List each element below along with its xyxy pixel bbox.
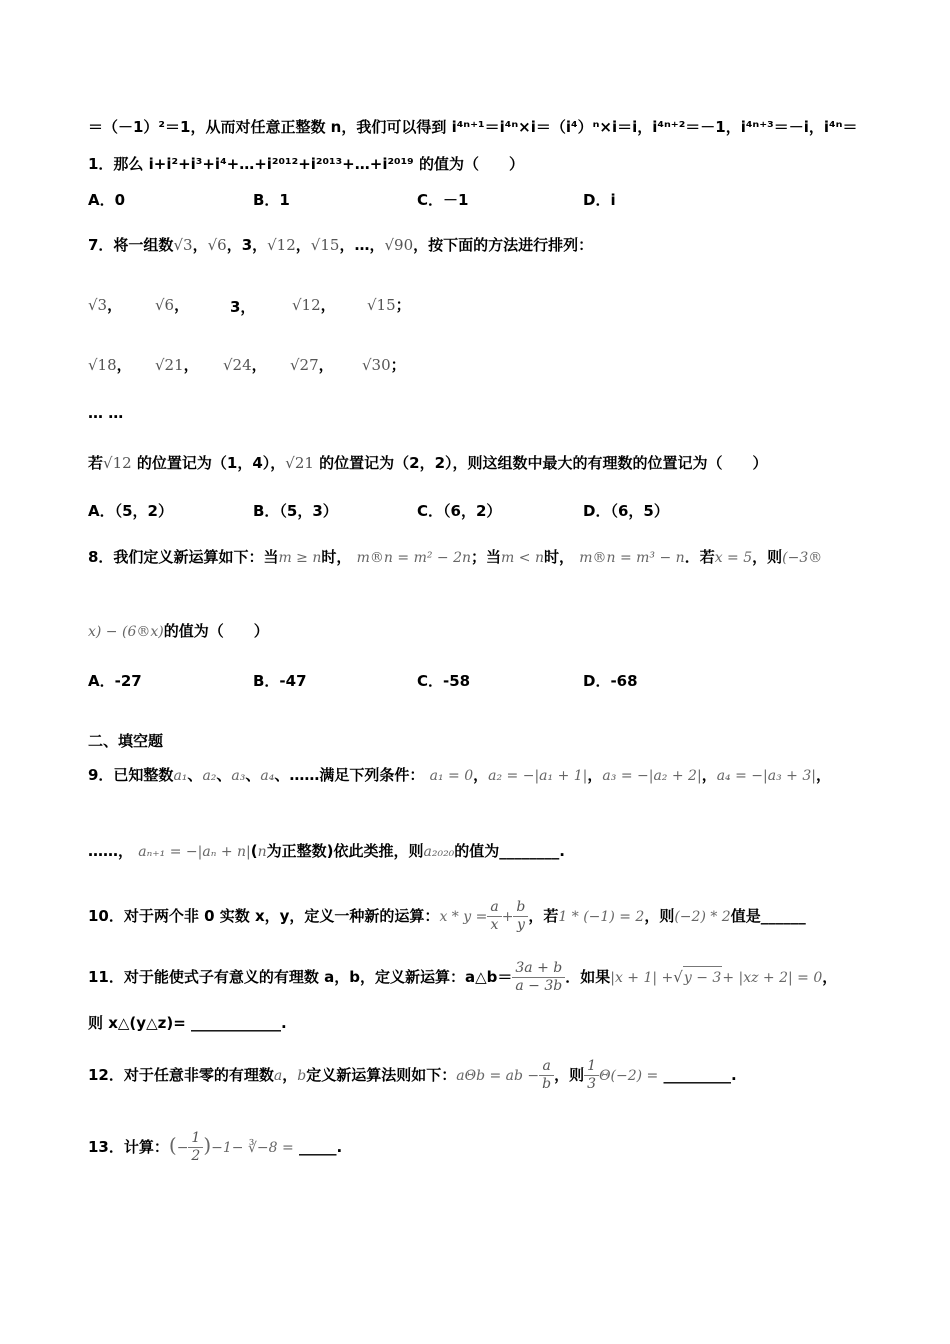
q8-option-a: A．-27 bbox=[88, 672, 142, 690]
q7-row1-item2: √6， bbox=[155, 296, 190, 314]
q7-row2-item4: √27， bbox=[290, 356, 334, 374]
q6-option-b: B．1 bbox=[253, 191, 290, 209]
sqrt-90: √90 bbox=[384, 236, 414, 254]
q7-row2-item2: √21， bbox=[155, 356, 199, 374]
q6-line2: 1．那么 i+i²+i³+i⁴+…+i²⁰¹²+i²⁰¹³+…+i²⁰¹⁹ 的值为（ ） bbox=[88, 155, 524, 173]
q8-option-b: B．-47 bbox=[253, 672, 307, 690]
q7-option-c: C．（6，2） bbox=[417, 502, 502, 520]
q7-ellipsis: … … bbox=[88, 404, 124, 422]
q7-row2-item3: √24， bbox=[223, 356, 267, 374]
q8-stem: 8．我们定义新运算如下：当m ≥ n时， m®n = m² − 2n；当m < n时， m®n = m³ − n．若x = 5，则(−3® bbox=[88, 548, 823, 566]
q7-row1-item3: 3， bbox=[230, 298, 256, 316]
q7-stem: 7．将一组数√3，√6，3，√12，√15，…，√90，按下面的方法进行排列： bbox=[88, 236, 594, 254]
sqrt-12-ref: √12 bbox=[103, 454, 132, 472]
section-title: 二、填空题 bbox=[88, 732, 164, 750]
sqrt-12: √12 bbox=[267, 236, 296, 254]
q7-row2-item1: √18， bbox=[88, 356, 132, 374]
q6-option-c: C．－1 bbox=[417, 191, 469, 209]
q7-option-a: A．（5，2） bbox=[88, 502, 173, 520]
q9-stem: 9．已知整数a₁、a₂、a₃、a₄、……满足下列条件： a₁ = 0，a₂ = −|a₁ + 1|，a₃ = −|a₂ + 2|，a₄ = −|a₃ + 3|， bbox=[88, 766, 831, 784]
sqrt-6: √6 bbox=[207, 236, 227, 254]
q6-option-a: A．0 bbox=[88, 191, 126, 209]
sqrt-3: √3 bbox=[173, 236, 193, 254]
q8-stem-cont: x) − (6®x)的值为（ ） bbox=[88, 622, 269, 640]
sqrt-15: √15 bbox=[310, 236, 340, 254]
q7-row1-item4: √12， bbox=[292, 296, 336, 314]
q8-option-d: D．-68 bbox=[583, 672, 638, 690]
q7-row2-item5: √30； bbox=[362, 356, 406, 374]
q8-option-c: C．-58 bbox=[417, 672, 471, 690]
sqrt-21-ref: √21 bbox=[285, 454, 314, 472]
q11-stem: 11．对于能使式子有意义的有理数 a，b，定义新运算：a△b＝ $\frac{3a + b}{a - 3b}$ ．如果|x + 1| +√y − 3+ |xz + 2| = 0， bbox=[88, 960, 838, 994]
q6-line1: ＝（－1）²＝1，从而对任意正整数 n，我们可以得到 i⁴ⁿ⁺¹＝i⁴ⁿ×i＝（i⁴）ⁿ×i＝i，i⁴ⁿ⁺²＝－1，i⁴ⁿ⁺³＝－i，i⁴ⁿ＝ bbox=[88, 118, 858, 136]
q7-row1-item1: √3， bbox=[88, 296, 123, 314]
q13-stem: 13．计算：(− $\frac{1}{2}$ )−1− ∛−8 = _____. bbox=[88, 1130, 343, 1164]
q12-stem: 12．对于任意非零的有理数a，b定义新运算法则如下：aΘb = ab − $\frac{a}{b}$ ，则 $\frac{1}{3}$ Θ(−2) = _________. bbox=[88, 1058, 737, 1092]
q9-stem-cont: ……， aₙ₊₁ = −|aₙ + n|(n为正整数)依此类推，则a₂₀₂₀的值为________. bbox=[88, 842, 565, 860]
q7-option-d: D．（6，5） bbox=[583, 502, 669, 520]
q11-stem-cont: 则 x△(y△z)= ____________. bbox=[88, 1014, 287, 1032]
q6-option-d: D．i bbox=[583, 191, 616, 209]
q10-stem: 10．对于两个非 0 实数 x，y，定义一种新的运算：x * y = $\frac{a}{x}$ + $\frac{b}{y}$ ，若1 * (−1) = 2，则(−2) * 2值是______ bbox=[88, 899, 806, 933]
q7-condition: 若√12 的位置记为（1，4），√21 的位置记为（2，2），则这组数中最大的有理数的位置记为（ ） bbox=[88, 454, 768, 472]
q7-row1-item5: √15； bbox=[367, 296, 411, 314]
q7-option-b: B．（5，3） bbox=[253, 502, 338, 520]
